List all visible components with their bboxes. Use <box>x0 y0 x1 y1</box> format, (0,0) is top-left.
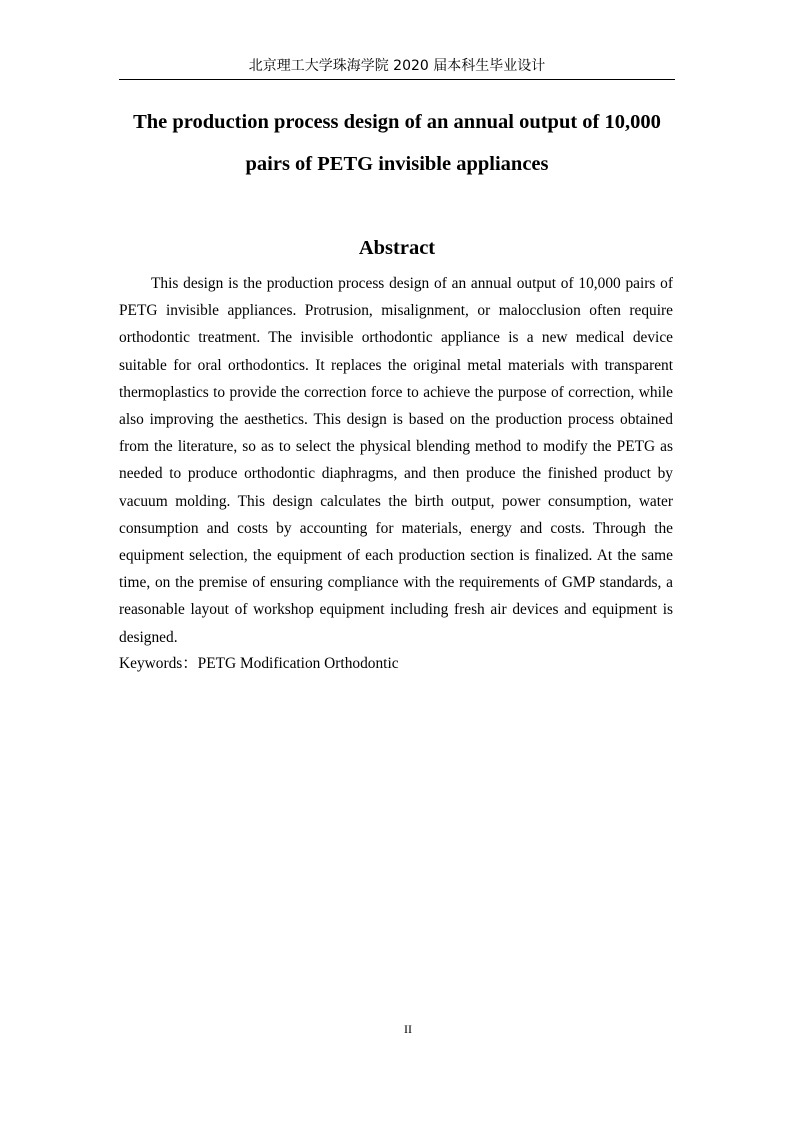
document-title: The production process design of an annual output of 10,000 pairs of PETG invisible appliances <box>133 111 661 175</box>
abstract-paragraph: This design is the production process design of an annual output of 10,000 pairs of PETG invisible appliances. Protrusion, misalignment, or malocclusion often require orthodontic treatment. The invisible orthodontic appliance is a new medical device suitable for oral orthodontics. It replaces the original metal materials with transparent thermoplastics to provide the correction force to achieve the purpose of correction, while also improving the aesthetics. This design is based on the production process obtained from the literature, so as to select the physical blending method to modify the PETG as needed to produce orthodontic diaphragms, and then produce the finished product by vacuum molding. This design calculates the birth output, power consumption, water consumption and costs by accounting for materials, energy and costs. Through the equipment selection, the equipment of each production section is finalized. At the same time, on the premise of ensuring compliance with the requirements of GMP standards, a reasonable layout of workshop equipment including fresh air devices and equipment is designed. <box>119 275 673 646</box>
keywords-value: PETG Modification Orthodontic <box>197 655 399 672</box>
keywords-label: Keywords： <box>119 655 198 672</box>
abstract-heading: Abstract <box>358 237 436 259</box>
keywords-line <box>119 650 673 677</box>
header-divider <box>119 79 675 80</box>
running-header: 北京理工大学珠海学院 2020 届本科生毕业设计 <box>248 58 546 74</box>
page-number: II <box>404 1022 412 1036</box>
